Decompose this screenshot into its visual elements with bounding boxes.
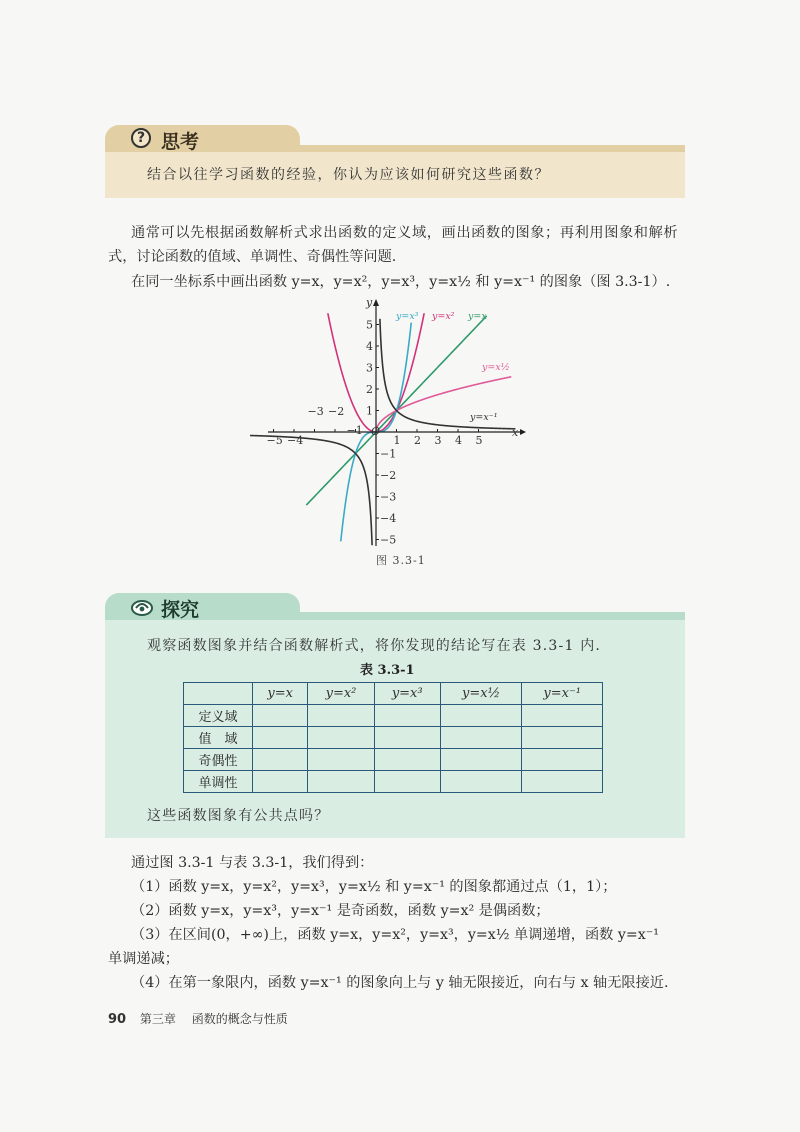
think-question: 结合以往学习函数的经验，你认为应该如何研究这些函数？ <box>147 167 550 183</box>
function-graph <box>250 296 530 551</box>
x-tick-label: −4 <box>287 434 304 447</box>
table-row <box>184 705 603 727</box>
table-cell[interactable] <box>253 749 308 771</box>
curve-label-linear: y=x <box>468 311 487 322</box>
think-divider <box>290 145 685 152</box>
col-header: y=x½ <box>440 683 522 705</box>
explore-question: 观察函数图象并结合函数解析式，将你发现的结论写在表 3.3-1 内. <box>147 638 602 654</box>
y-tick-label: 3 <box>366 361 373 375</box>
table-cell[interactable] <box>253 705 308 727</box>
conclusion-item-3b: 单调递减； <box>108 951 179 967</box>
conclusion-intro: 通过图 3.3-1 与表 3.3-1，我们得到： <box>131 855 374 871</box>
table-cell[interactable] <box>522 749 603 771</box>
curve-label-sqrt: y=x½ <box>482 362 510 373</box>
curve-label-cube: y=x³ <box>396 311 419 322</box>
table-cell[interactable] <box>522 705 603 727</box>
table-cell[interactable] <box>522 727 603 749</box>
table-cell[interactable] <box>253 727 308 749</box>
chapter-title: 函数的概念与性质 <box>191 1012 288 1026</box>
y-tick-label: −5 <box>380 533 397 547</box>
table-cell[interactable] <box>440 727 522 749</box>
explore-icon <box>131 597 153 617</box>
x-tick-label: 2 <box>414 434 421 447</box>
curve-inverse-neg <box>250 435 372 545</box>
intro-line-1: 通常可以先根据函数解析式求出函数的定义域，画出函数的图象；再利用图象和解析 <box>131 225 679 241</box>
y-tick-label: −3 <box>380 490 397 504</box>
table-cell[interactable] <box>374 771 440 793</box>
y-axis-arrow <box>373 299 379 306</box>
table-cell[interactable] <box>440 705 522 727</box>
table-cell[interactable] <box>440 771 522 793</box>
table-cell[interactable] <box>308 771 374 793</box>
question-icon: ? <box>131 128 151 148</box>
x-tick-label: 4 <box>455 434 462 447</box>
table-row <box>184 771 603 793</box>
chapter-label: 第三章 <box>139 1012 176 1026</box>
conclusion-item-4: （4）在第一象限内，函数 y=x⁻¹ 的图象向上与 y 轴无限接近，向右与 x 轴无限接近. <box>131 975 669 991</box>
x-tick-label: −2 <box>328 405 345 418</box>
col-header: y=x⁻¹ <box>522 683 603 705</box>
col-header: y=x <box>253 683 308 705</box>
conclusion-item-3a: （3）在区间(0，+∞)上，函数 y=x，y=x²，y=x³，y=x½ 单调递增，函数 y=x⁻¹ <box>131 927 659 943</box>
table-row <box>184 727 603 749</box>
y-tick-label: 2 <box>366 383 373 396</box>
y-tick-label: 5 <box>366 318 373 332</box>
x-axis-arrow <box>520 429 526 435</box>
page-footer <box>108 1010 288 1027</box>
y-tick-label: 4 <box>366 340 373 353</box>
explore-question-2: 这些函数图象有公共点吗？ <box>147 808 330 824</box>
table-cell[interactable] <box>374 727 440 749</box>
explore-divider <box>290 612 685 620</box>
x-tick-label: −5 <box>266 434 283 447</box>
x-tick-label: 5 <box>475 434 483 447</box>
col-header: y=x³ <box>374 683 440 705</box>
table-corner <box>184 683 253 705</box>
table-title: 表 3.3-1 <box>360 663 415 678</box>
x-axis-label: x <box>512 426 519 439</box>
page-number: 90 <box>108 1012 127 1027</box>
x-tick-label: 3 <box>434 434 442 447</box>
results-table <box>183 682 603 793</box>
intro-line-2: 式，讨论函数的值域、单调性、奇偶性等问题. <box>108 249 397 265</box>
curve-label-inverse: y=x⁻¹ <box>470 412 498 423</box>
table-cell[interactable] <box>308 705 374 727</box>
x-tick-label: −1 <box>346 424 363 437</box>
table-cell[interactable] <box>374 749 440 771</box>
row-header: 定义域 <box>184 705 253 727</box>
table-cell[interactable] <box>308 727 374 749</box>
col-header: y=x² <box>308 683 374 705</box>
x-tick-label: −3 <box>307 405 324 418</box>
y-tick-label: −2 <box>380 469 397 482</box>
y-tick-label: 1 <box>366 404 373 418</box>
x-tick-label: 1 <box>393 434 401 447</box>
table-cell[interactable] <box>308 749 374 771</box>
table-header-row <box>184 683 603 705</box>
table-cell[interactable] <box>522 771 603 793</box>
explore-title: 探究 <box>161 599 200 621</box>
origin-label: O <box>371 425 381 438</box>
row-header: 单调性 <box>184 771 253 793</box>
intro-line-3: 在同一坐标系中画出函数 y=x，y=x²，y=x³，y=x½ 和 y=x⁻¹ 的图象（图 3.3-1）. <box>131 274 671 290</box>
table-cell[interactable] <box>440 749 522 771</box>
conclusion-item-2: （2）函数 y=x，y=x³，y=x⁻¹ 是奇函数，函数 y=x² 是偶函数； <box>131 903 550 919</box>
think-title: 思考 <box>161 131 200 153</box>
row-header: 奇偶性 <box>184 749 253 771</box>
figure-caption: 图 3.3-1 <box>376 554 426 567</box>
table-cell[interactable] <box>253 771 308 793</box>
curve-label-square: y=x² <box>432 311 455 322</box>
y-axis-label: y <box>366 296 373 309</box>
row-header: 值 域 <box>184 727 253 749</box>
conclusion-item-1: （1）函数 y=x，y=x²，y=x³，y=x½ 和 y=x⁻¹ 的图象都通过点（1，1）； <box>131 879 617 895</box>
table-cell[interactable] <box>374 705 440 727</box>
table-row <box>184 749 603 771</box>
curve-sqrt <box>376 377 511 432</box>
y-tick-label: −4 <box>380 512 397 525</box>
y-tick-label: −1 <box>380 447 397 461</box>
